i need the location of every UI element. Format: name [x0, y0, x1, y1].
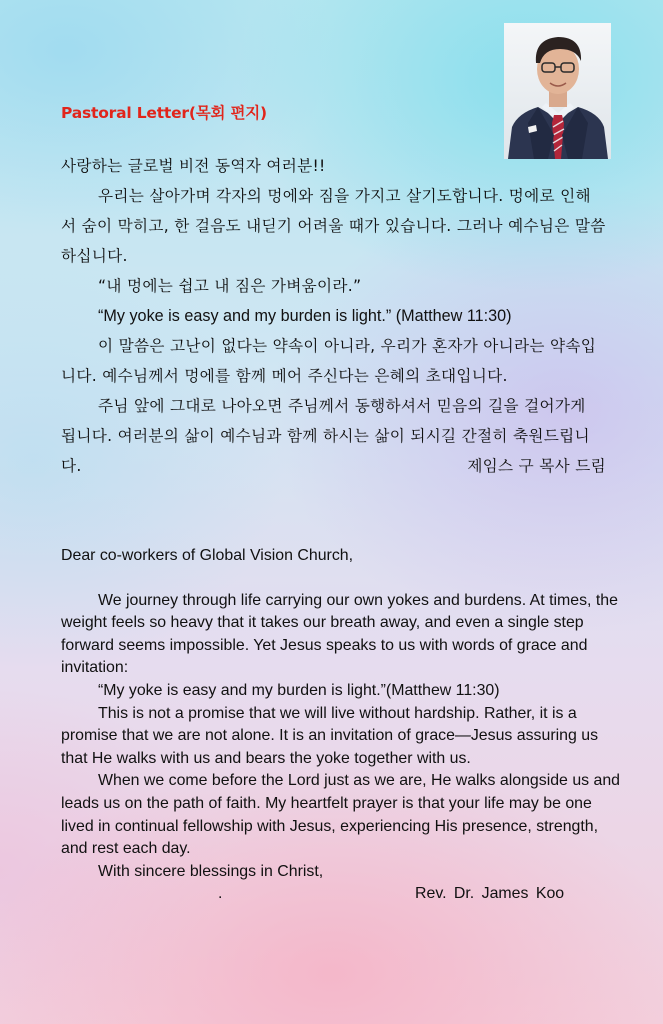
english-signature-line — [61, 883, 621, 905]
english-paragraph-2: This is not a promise that we will live without hardship. Rather, it is a promise that we are not alone. It is an invitation of grace—Jesus assuring us that He walks with us and bears the yoke together with us. — [61, 704, 599, 767]
korean-paragraph-2: 이 말씀은 고난이 없다는 약속이 아니라, 우리가 혼자가 아니라는 약속입니다. 예수님께서 멍에를 함께 메어 주신다는 은혜의 초대입니다. — [61, 337, 597, 385]
english-paragraph-3: When we come before the Lord just as we are, He walks alongside us and leads us on the path of faith. My heartfelt prayer is that your life may be one lived in continual fellowship with Jesus, experiencing His presence, strength, and rest each day. — [61, 772, 621, 858]
korean-paragraph-3 — [61, 391, 606, 481]
korean-quote: “내 멍에는 쉽고 내 짐은 가벼움이라.” — [98, 277, 362, 295]
signature-dot: . — [218, 885, 223, 903]
korean-greeting: 사랑하는 글로벌 비전 동역자 여러분!! — [61, 157, 326, 175]
english-signature: Rev. Dr. James Koo — [415, 885, 565, 903]
english-greeting: Dear co-workers of Global Vision Church, — [61, 547, 354, 564]
korean-quote-english: “My yoke is easy and my burden is light.” (Matthew 11:30) — [98, 307, 512, 325]
page-title: Pastoral Letter(목회 편지) — [61, 104, 267, 122]
korean-paragraph-1: 우리는 살아가며 각자의 멍에와 짐을 가지고 살기도합니다. 멍에로 인해서 숨이 막히고, 한 걸음도 내딛기 어려울 때가 있습니다. 그러나 예수님은 말씀하십니다. — [61, 187, 606, 265]
english-closing: With sincere blessings in Christ, — [98, 862, 324, 880]
korean-signature: 제임스 구 목사 드림 — [467, 457, 606, 475]
korean-letter — [61, 151, 606, 481]
portrait-image — [504, 23, 611, 159]
english-letter — [61, 545, 621, 905]
english-quote: “My yoke is easy and my burden is light.”(Matthew 11:30) — [98, 681, 500, 699]
korean-paragraph-3-text: 주님 앞에 그대로 나아오면 주님께서 동행하셔서 믿음의 길을 걸어가게 됩니다. 여러분의 삶이 예수님과 함께 하시는 삶이 되시길 간절히 축원드립니다. — [61, 397, 590, 475]
english-paragraph-1: We journey through life carrying our own yokes and burdens. At times, the weight feels so heavy that it takes our breath away, and even a single step forward seems impossible. Yet Jesus speaks to us with words of grace and invitation: — [61, 591, 618, 677]
pastor-portrait — [504, 23, 611, 159]
